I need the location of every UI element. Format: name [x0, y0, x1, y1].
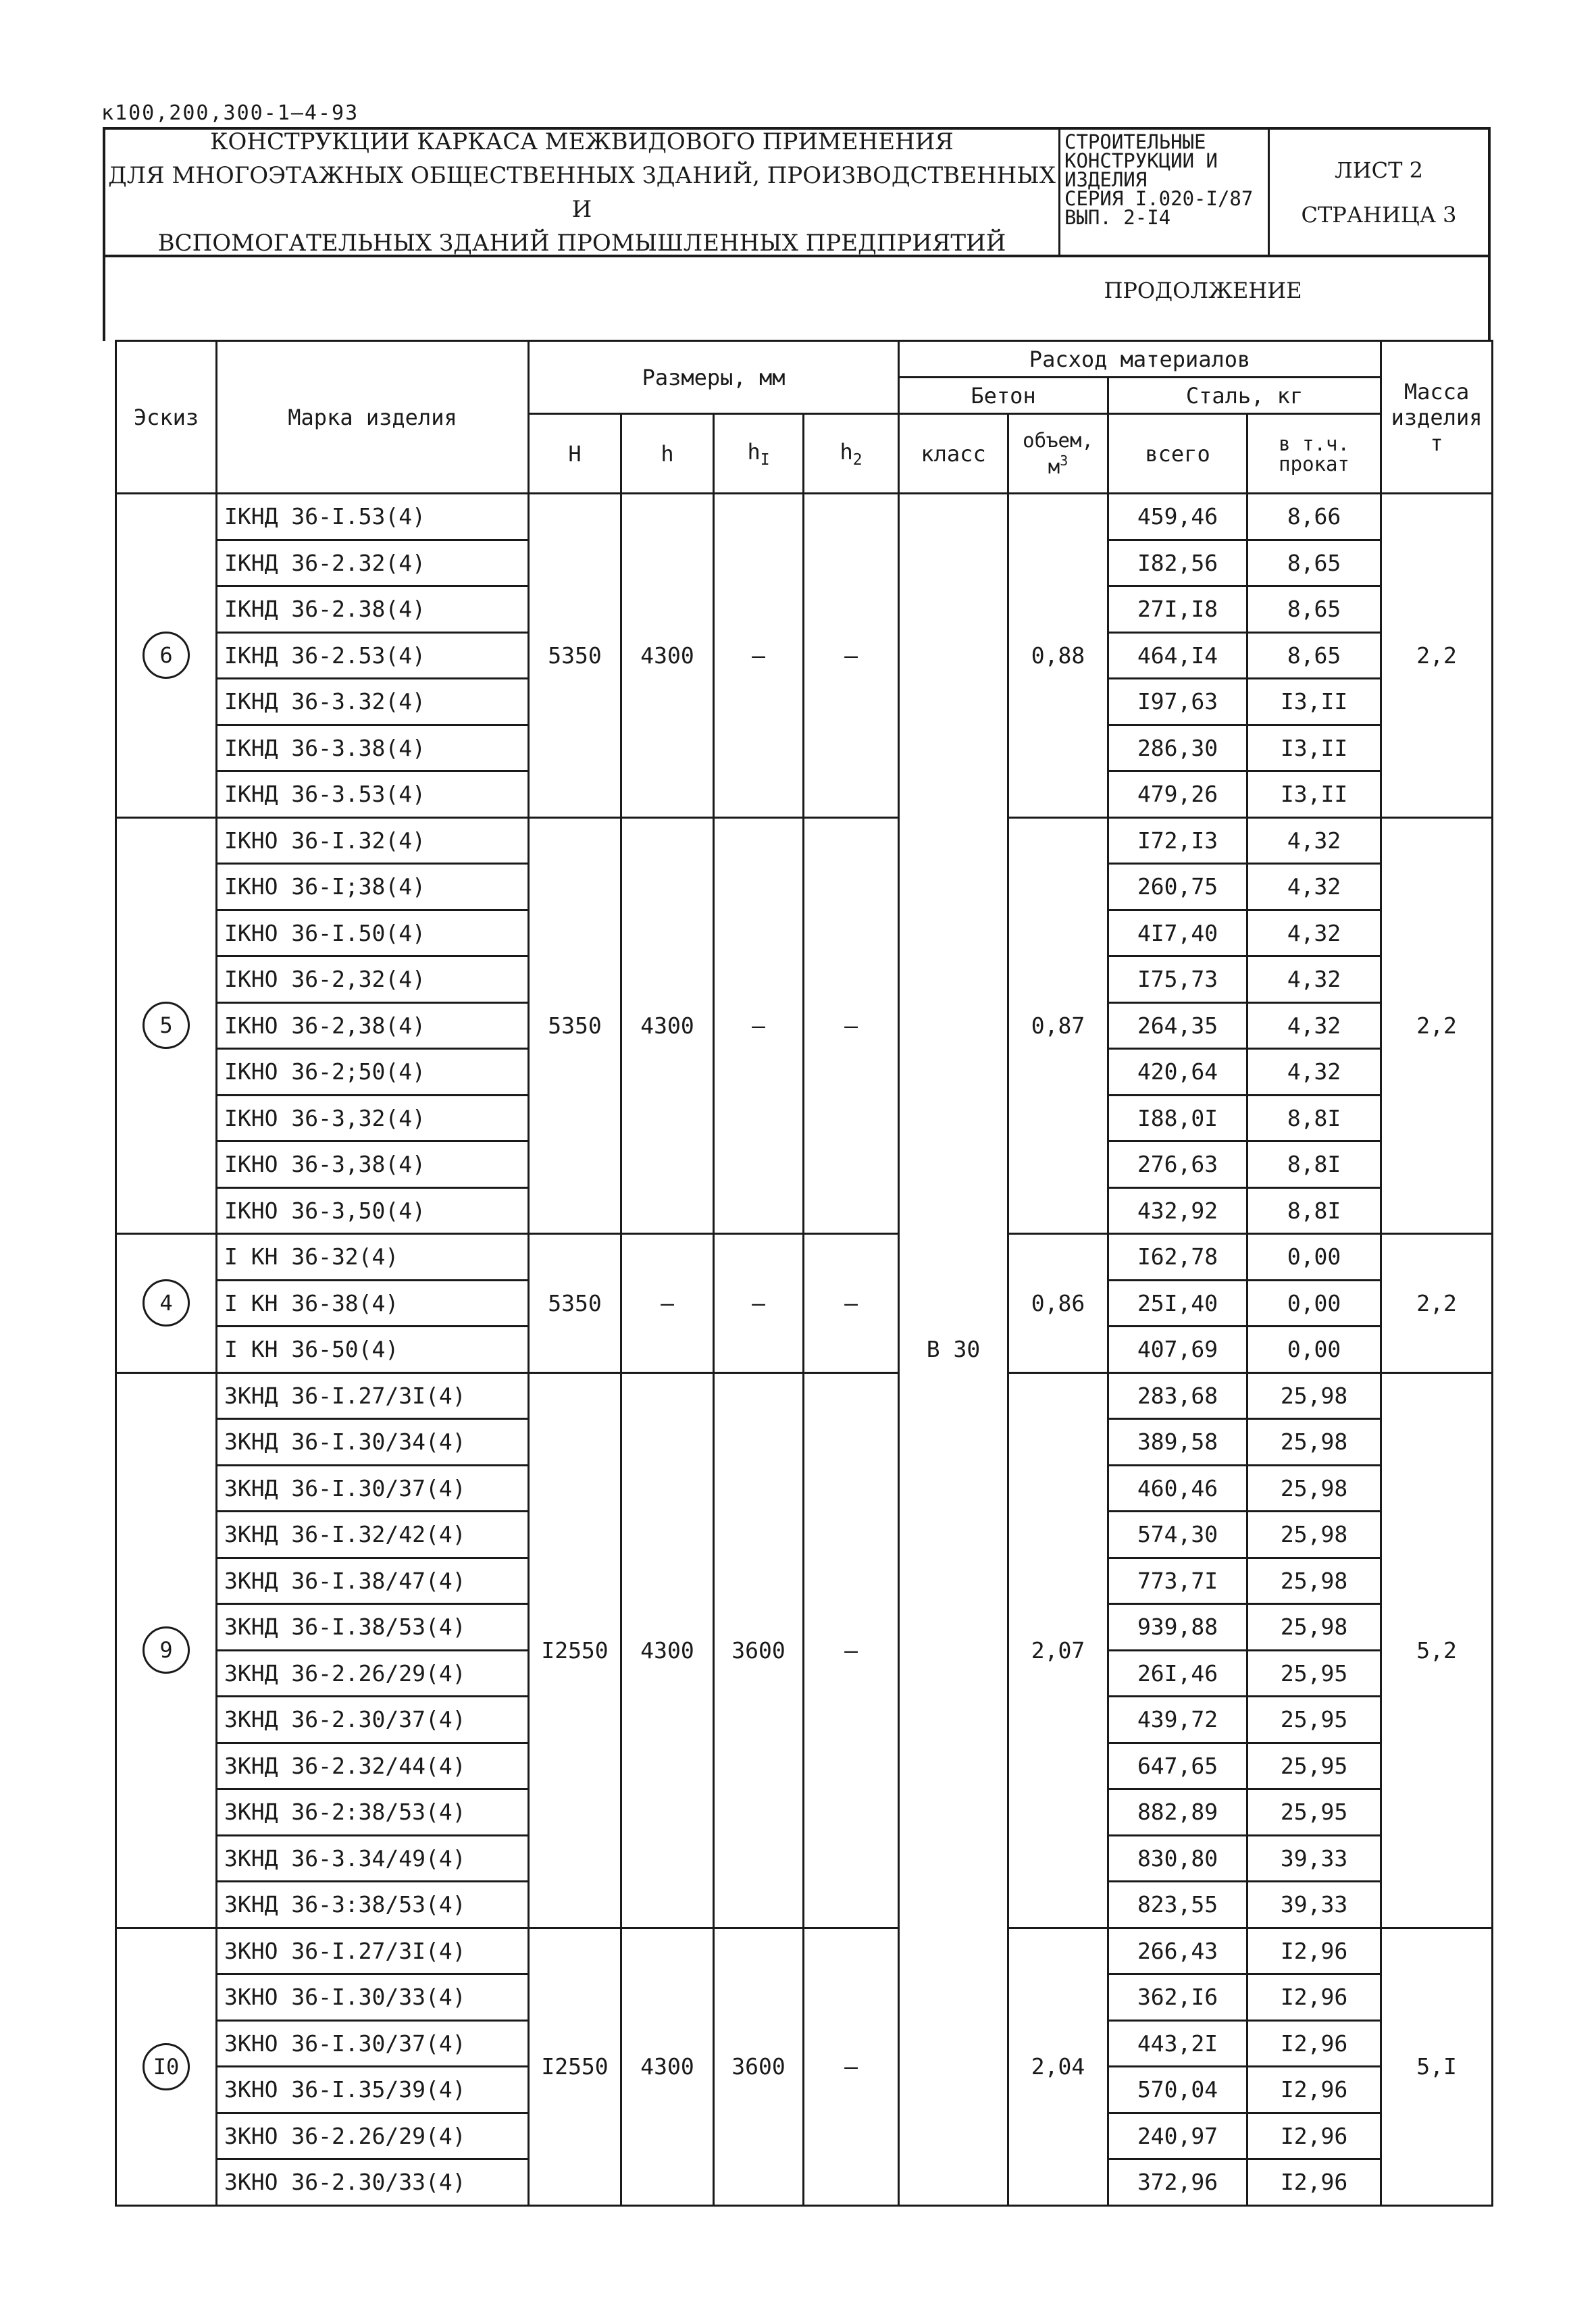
concrete-class: В 30: [899, 494, 1008, 2206]
product-mark: IКНО 36-3,38(4): [217, 1141, 529, 1188]
volume-label: объем,: [1023, 429, 1093, 452]
products-table: [115, 340, 1493, 2207]
steel-rolled: 25,95: [1247, 1743, 1381, 1789]
dim-H: 5350: [529, 817, 621, 1234]
series-line: СТРОИТЕЛЬНЫЕ: [1064, 130, 1206, 153]
dim-h2: –: [804, 817, 899, 1234]
product-mark: 3КНД 36-3.34/49(4): [217, 1835, 529, 1882]
dim-H: 5350: [529, 494, 621, 818]
continuation-label: ПРОДОЛЖЕНИЕ: [1104, 278, 1302, 303]
steel-rolled: 4,32: [1247, 956, 1381, 1003]
steel-rolled: 25,98: [1247, 1465, 1381, 1512]
steel-total: 460,46: [1108, 1465, 1247, 1512]
steel-rolled: I3,II: [1247, 725, 1381, 771]
title-block: [103, 127, 1491, 257]
product-mark: 3КНД 36-2.26/29(4): [217, 1650, 529, 1697]
product-mark: IКНД 36-2.53(4): [217, 632, 529, 679]
steel-total: I62,78: [1108, 1234, 1247, 1281]
steel-total: 25I,40: [1108, 1280, 1247, 1327]
steel-rolled: 39,33: [1247, 1882, 1381, 1928]
incl-label: в т.ч.: [1279, 432, 1349, 455]
steel-total: 459,46: [1108, 494, 1247, 540]
steel-total: 26I,46: [1108, 1650, 1247, 1697]
product-mark: IКНО 36-I.50(4): [217, 910, 529, 956]
steel-total: 27I,I8: [1108, 586, 1247, 633]
sheet-info: [1270, 130, 1488, 255]
dim-h1: 3600: [714, 1372, 804, 1928]
steel-total: 773,7I: [1108, 1558, 1247, 1604]
steel-total: 570,04: [1108, 2067, 1247, 2113]
steel-rolled: I2,96: [1247, 2020, 1381, 2067]
steel-total: 362,I6: [1108, 1974, 1247, 2021]
header-sketch: Эскиз: [116, 341, 217, 494]
product-mark: 3КНД 36-I.27/3I(4): [217, 1372, 529, 1419]
product-mark: 3КНД 36-I.38/47(4): [217, 1558, 529, 1604]
dim-h2: –: [804, 1372, 899, 1928]
product-mark: IКНД 36-2.32(4): [217, 540, 529, 586]
steel-rolled: 8,65: [1247, 586, 1381, 633]
steel-rolled: 8,66: [1247, 494, 1381, 540]
header-concrete: Бетон: [899, 378, 1108, 414]
product-mark: IКНО 36-2;50(4): [217, 1049, 529, 1096]
steel-rolled: 4,32: [1247, 864, 1381, 910]
product-mark: IКНД 36-3.53(4): [217, 771, 529, 818]
table-row: [116, 1234, 1493, 1281]
product-mark: I КН 36-32(4): [217, 1234, 529, 1281]
sketch-circle: 9: [143, 1626, 190, 1674]
header-total: всего: [1108, 414, 1247, 494]
continuation-band: [103, 257, 1491, 341]
dim-H: 5350: [529, 1234, 621, 1373]
steel-rolled: I2,96: [1247, 2159, 1381, 2206]
mass-label-2: изделия: [1391, 404, 1483, 430]
product-mark: 3КНО 36-I.27/3I(4): [217, 1928, 529, 1974]
product-mark: 3КНД 36-I.30/37(4): [217, 1465, 529, 1512]
product-mark: I КН 36-38(4): [217, 1280, 529, 1327]
sketch-number: [116, 1234, 217, 1373]
series-line: КОНСТРУКЦИИ И: [1064, 149, 1218, 172]
steel-total: 407,69: [1108, 1327, 1247, 1373]
table-row: [116, 494, 1493, 540]
steel-rolled: 25,95: [1247, 1650, 1381, 1697]
steel-total: 276,63: [1108, 1141, 1247, 1188]
product-mark: 3КНО 36-I.30/37(4): [217, 2020, 529, 2067]
product-mark: 3КНО 36-2.30/33(4): [217, 2159, 529, 2206]
steel-rolled: 4,32: [1247, 1049, 1381, 1096]
header-mass: [1381, 341, 1493, 494]
concrete-volume: 0,87: [1008, 817, 1108, 1234]
title-line: ДЛЯ МНОГОЭТАЖНЫХ ОБЩЕСТВЕННЫХ ЗДАНИЙ, ПРОИЗВОДСТВЕННЫХ И: [108, 161, 1056, 223]
steel-rolled: 4,32: [1247, 817, 1381, 864]
steel-rolled: 0,00: [1247, 1280, 1381, 1327]
steel-total: 432,92: [1108, 1187, 1247, 1234]
sketch-circle: 4: [143, 1279, 190, 1327]
product-mark: 3КНД 36-I.30/34(4): [217, 1419, 529, 1466]
header-dimensions: Размеры, мм: [529, 341, 899, 414]
steel-total: I82,56: [1108, 540, 1247, 586]
product-mass: 2,2: [1381, 817, 1493, 1234]
product-mark: 3КНД 36-2.32/44(4): [217, 1743, 529, 1789]
sketch-number: [116, 1372, 217, 1928]
header-volume: [1008, 414, 1108, 494]
steel-total: 830,80: [1108, 1835, 1247, 1882]
subscript: I: [760, 451, 770, 469]
concrete-volume: 2,04: [1008, 1928, 1108, 2205]
mass-label: Масса: [1404, 378, 1470, 405]
steel-rolled: 25,98: [1247, 1419, 1381, 1466]
steel-total: 389,58: [1108, 1419, 1247, 1466]
product-mass: 5,I: [1381, 1928, 1493, 2205]
header-h2: $h_2$: [804, 414, 899, 494]
steel-rolled: I2,96: [1247, 1928, 1381, 1974]
steel-total: I75,73: [1108, 956, 1247, 1003]
product-mark: IКНД 36-2.38(4): [217, 586, 529, 633]
steel-total: 283,68: [1108, 1372, 1247, 1419]
steel-rolled: I2,96: [1247, 2113, 1381, 2159]
product-mark: 3КНД 36-3:38/53(4): [217, 1882, 529, 1928]
table-row: [116, 1928, 1493, 1974]
series-line: ВЫП. 2-I4: [1064, 206, 1171, 229]
steel-total: 420,64: [1108, 1049, 1247, 1096]
document-title: [105, 130, 1060, 255]
product-mark: IКНО 36-2,32(4): [217, 956, 529, 1003]
product-mass: 5,2: [1381, 1372, 1493, 1928]
steel-total: 939,88: [1108, 1604, 1247, 1651]
steel-total: 266,43: [1108, 1928, 1247, 1974]
product-mark: IКНД 36-3.32(4): [217, 679, 529, 725]
header-steel: Сталь, кг: [1108, 378, 1381, 414]
steel-rolled: 8,8I: [1247, 1141, 1381, 1188]
series-info: [1060, 130, 1270, 255]
dim-h: 4300: [621, 817, 714, 1234]
steel-rolled: 4,32: [1247, 1002, 1381, 1049]
product-mass: 2,2: [1381, 1234, 1493, 1373]
superscript: 3: [1060, 453, 1069, 469]
product-mark: IКНО 36-3,32(4): [217, 1095, 529, 1141]
dim-h: 4300: [621, 1372, 714, 1928]
product-mark: 3КНО 36-2.26/29(4): [217, 2113, 529, 2159]
title-line: КОНСТРУКЦИИ КАРКАСА МЕЖВИДОВОГО ПРИМЕНЕНИЯ: [210, 128, 954, 155]
concrete-volume: 0,86: [1008, 1234, 1108, 1373]
dim-h: 4300: [621, 1928, 714, 2205]
steel-total: 439,72: [1108, 1697, 1247, 1743]
table-row: [116, 817, 1493, 864]
steel-rolled: 8,8I: [1247, 1187, 1381, 1234]
series-line: ИЗДЕЛИЯ: [1064, 168, 1148, 191]
product-mark: IКНД 36-I.53(4): [217, 494, 529, 540]
dim-h1: –: [714, 1234, 804, 1373]
product-mark: 3КНД 36-2:38/53(4): [217, 1789, 529, 1836]
steel-rolled: 25,98: [1247, 1372, 1381, 1419]
dim-H: I2550: [529, 1928, 621, 2205]
product-mark: IКНО 36-2,38(4): [217, 1002, 529, 1049]
steel-rolled: 8,65: [1247, 632, 1381, 679]
steel-rolled: 4,32: [1247, 910, 1381, 956]
steel-total: 647,65: [1108, 1743, 1247, 1789]
header-h1: $h_I$: [714, 414, 804, 494]
dim-h: 4300: [621, 494, 714, 818]
header-rolled: [1247, 414, 1381, 494]
sketch-circle: 5: [143, 1002, 190, 1049]
steel-rolled: 25,98: [1247, 1512, 1381, 1558]
steel-total: 260,75: [1108, 864, 1247, 910]
product-mark: 3КНО 36-I.35/39(4): [217, 2067, 529, 2113]
dim-h2: –: [804, 1234, 899, 1373]
steel-rolled: 0,00: [1247, 1234, 1381, 1281]
steel-total: 4I7,40: [1108, 910, 1247, 956]
product-mark: IКНО 36-I.32(4): [217, 817, 529, 864]
subscript: 2: [852, 451, 863, 469]
dim-h2: –: [804, 1928, 899, 2205]
product-mark: 3КНД 36-2.30/37(4): [217, 1697, 529, 1743]
steel-total: 479,26: [1108, 771, 1247, 818]
sketch-circle: 6: [143, 632, 190, 679]
product-mark: 3КНД 36-I.38/53(4): [217, 1604, 529, 1651]
page-number: СТРАНИЦА 3: [1301, 201, 1457, 228]
dim-h1: –: [714, 817, 804, 1234]
steel-total: 264,35: [1108, 1002, 1247, 1049]
steel-total: 240,97: [1108, 2113, 1247, 2159]
steel-rolled: 25,98: [1247, 1558, 1381, 1604]
sketch-circle: I0: [143, 2043, 190, 2090]
sketch-number: [116, 494, 217, 818]
steel-rolled: I3,II: [1247, 771, 1381, 818]
document-code: к100,200,300-1—4-93: [101, 101, 359, 125]
sketch-number: [116, 1928, 217, 2205]
product-mass: 2,2: [1381, 494, 1493, 818]
product-mark: 3КНО 36-I.30/33(4): [217, 1974, 529, 2021]
mass-unit: т: [1430, 430, 1443, 456]
header-mark: Марка изделия: [217, 341, 529, 494]
steel-total: 574,30: [1108, 1512, 1247, 1558]
volume-unit: м: [1048, 455, 1060, 478]
steel-rolled: I3,II: [1247, 679, 1381, 725]
steel-rolled: I2,96: [1247, 2067, 1381, 2113]
steel-total: I97,63: [1108, 679, 1247, 725]
product-mark: IКНД 36-3.38(4): [217, 725, 529, 771]
steel-rolled: 8,65: [1247, 540, 1381, 586]
sketch-number: [116, 817, 217, 1234]
steel-rolled: I2,96: [1247, 1974, 1381, 2021]
dim-h1: 3600: [714, 1928, 804, 2205]
steel-total: 286,30: [1108, 725, 1247, 771]
rolled-label: прокат: [1279, 452, 1349, 475]
steel-total: 823,55: [1108, 1882, 1247, 1928]
steel-rolled: 25,95: [1247, 1697, 1381, 1743]
product-mark: IКНО 36-I;38(4): [217, 864, 529, 910]
steel-total: 372,96: [1108, 2159, 1247, 2206]
title-line: ВСПОМОГАТЕЛЬНЫХ ЗДАНИЙ ПРОМЫШЛЕННЫХ ПРЕДПРИЯТИЙ: [157, 229, 1006, 257]
concrete-volume: 0,88: [1008, 494, 1108, 818]
steel-rolled: 0,00: [1247, 1327, 1381, 1373]
steel-total: I88,0I: [1108, 1095, 1247, 1141]
steel-rolled: 25,95: [1247, 1789, 1381, 1836]
steel-rolled: 8,8I: [1247, 1095, 1381, 1141]
dim-h2: –: [804, 494, 899, 818]
steel-total: 464,I4: [1108, 632, 1247, 679]
header-materials: Расход материалов: [899, 341, 1381, 378]
header-H: H: [529, 414, 621, 494]
dim-h: –: [621, 1234, 714, 1373]
steel-total: 443,2I: [1108, 2020, 1247, 2067]
dim-h1: –: [714, 494, 804, 818]
product-mark: 3КНД 36-I.32/42(4): [217, 1512, 529, 1558]
concrete-volume: 2,07: [1008, 1372, 1108, 1928]
table-row: [116, 1372, 1493, 1419]
product-mark: I КН 36-50(4): [217, 1327, 529, 1373]
steel-rolled: 39,33: [1247, 1835, 1381, 1882]
sheet-number: ЛИСТ 2: [1335, 157, 1423, 183]
steel-rolled: 25,98: [1247, 1604, 1381, 1651]
header-class: класс: [899, 414, 1008, 494]
series-line: СЕРИЯ I.020-I/87: [1064, 187, 1254, 210]
product-mark: IКНО 36-3,50(4): [217, 1187, 529, 1234]
steel-total: I72,I3: [1108, 817, 1247, 864]
dim-H: I2550: [529, 1372, 621, 1928]
steel-total: 882,89: [1108, 1789, 1247, 1836]
header-h: h: [621, 414, 714, 494]
